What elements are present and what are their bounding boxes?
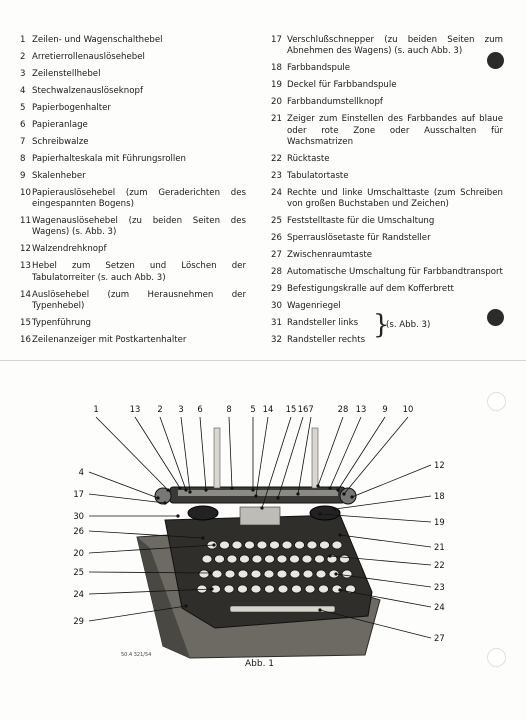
legend-text: Zeilenstellhebel [32,68,101,79]
leader-dot [164,502,166,504]
legend-number: 28 [271,267,282,278]
legend-number: 9 [20,170,26,181]
typewriter-key [257,541,267,549]
legend-text: Feststelltaste für die Umschaltung [287,216,435,227]
legend-number: 4 [20,85,26,96]
typewriter-key [215,555,225,563]
callout-label: 29 [73,616,84,626]
legend-text: Deckel für Farbbandspule [287,80,397,91]
leader-line [89,494,165,503]
legend-text: Farbbandumstellknopf [287,97,383,108]
legend-text: Papieranlage [32,119,88,130]
leader-dot [205,489,207,491]
leader-dot [179,487,181,489]
typewriter-key [277,555,287,563]
legend-text: Typenführung [32,317,91,328]
callout-label: 15 [285,404,297,414]
callout-label: 8 [226,404,232,414]
callout-label: 17 [73,489,84,499]
legend-number: 5 [20,102,26,113]
typewriter-key [224,585,234,593]
callout-label: 13 [129,404,141,414]
legend-number: 10 [20,187,31,198]
legend-text: Papierbogenhalter [32,102,111,113]
brace-note: (s. Abb. 3) [386,320,431,330]
callout-label: 10 [402,404,414,414]
leader-dot [177,515,179,517]
callout-label: 27 [434,633,445,643]
callout-label: 6 [197,404,203,414]
typewriter-key [278,585,288,593]
callout-label: 28 [337,404,349,414]
leader-dot [337,489,339,491]
legend-number: 2 [20,51,26,62]
legend-text: Verschlußschnepper (zu beiden Seiten zum Abnehmen des Wagens) (s. auch Abb. 3) [287,35,503,57]
leader-dot [329,487,331,489]
leader-dot [329,555,331,557]
legend-text: Befestigungskralle auf dem Kofferbrett [287,284,454,294]
legend-number: 16 [20,334,31,345]
legend-number: 24 [271,187,282,198]
typewriter-key [212,570,222,578]
callout-label: 1 [93,404,99,414]
callout-label: 19 [434,517,445,527]
legend-text: Tabulatortaste [287,170,349,181]
legend-number: 6 [20,119,26,130]
leader-dot [319,609,321,611]
typewriter-key [264,570,274,578]
callout-label: 24 [434,602,445,612]
leader-line [89,472,158,498]
legend-number: 19 [271,80,282,91]
leader-line [330,417,361,488]
leader-dot [334,508,336,510]
leader-line [318,417,343,486]
legend-text: Auslösehebel (zum Herausnehmen der Typenhebel) [32,289,246,311]
typewriter-key [199,570,209,578]
legend-number: 23 [271,170,282,181]
leader-dot [335,573,337,575]
leader-dot [185,489,187,491]
leader-line [256,417,268,496]
leader-dot [202,537,204,539]
legend-text: Automatische Umschaltung für Farbbandtransport [287,267,503,278]
leader-dot [319,513,321,515]
figure-caption: Abb. 1 [245,659,275,669]
platen [178,490,338,496]
leader-dot [317,485,319,487]
typewriter-key [303,570,313,578]
brace-symbol: } [373,310,390,340]
typewriter-key [220,541,230,549]
leader-line [200,417,206,490]
legend-text: Randsteller links [287,317,359,328]
leader-dot [252,489,254,491]
legend-text: Zeilen- und Wagenschalthebel [32,35,163,45]
typewriter-key [251,570,261,578]
typewriter-key [290,570,300,578]
leader-line [344,417,408,494]
legend-number: 13 [20,261,31,272]
typewriter-key [316,570,326,578]
leader-dot [343,493,345,495]
callout-label: 2 [157,404,163,414]
legend-number: 20 [271,97,282,108]
typewriter-key [315,555,325,563]
legend-text: Zeiger zum Einstellen des Farbbandes auf blaue oder rote Zone oder Ausschalten für Wachsmatrizen [287,114,503,147]
typewriter-key [277,570,287,578]
typewriter-key [340,555,350,563]
typewriter-key [320,541,330,549]
legend-number: 12 [20,244,31,255]
leader-dot [297,493,299,495]
typewriter-key [290,555,300,563]
typewriter-key [342,570,352,578]
ribbon-spool-left [188,506,218,520]
legend-number: 3 [20,68,26,79]
callout-label: 26 [73,526,84,536]
legend-text: Skalenheber [32,170,86,181]
legend-number: 26 [271,233,282,244]
callout-label: 20 [73,548,84,558]
typewriter-key [202,555,212,563]
leader-dot [157,497,159,499]
leader-dot [211,588,213,590]
paper-support-right [312,428,318,488]
callout-label: 18 [434,491,445,501]
legend-text: Wagenauslösehebel (zu beiden Seiten des Wagens) (s. Abb. 3) [32,216,246,238]
legend-number: 1 [20,35,26,45]
legend-number: 18 [271,63,282,74]
callout-label: 14 [262,404,274,414]
legend-text: Zwischenraumtaste [287,250,373,261]
typewriter-key [265,555,275,563]
legend-number: 27 [271,250,282,261]
callout-label: 7 [308,404,314,414]
typewriter-key [252,555,262,563]
leader-dot [209,572,211,574]
legend-text: Rücktaste [287,153,330,164]
leader-line [298,417,311,494]
typewriter-key [232,541,242,549]
legend-text: Arretierrollenauslösehebel [32,51,145,62]
leader-dot [231,487,233,489]
legend-text: Hebel zum Setzen und Löschen der Tabulatorreiter (s. auch Abb. 3) [32,261,246,283]
legend-text: Papierhalteskala mit Führungsrollen [32,153,186,164]
leader-dot [167,489,169,491]
print-stamp: 50.4 321/54 [121,652,152,658]
legend-text: Farbbandspule [287,63,351,74]
legend-text: Papierauslösehebel (zum Geraderichten des eingespannten Bogens) [32,187,246,210]
legend-text: Stechwalzenauslöseknopf [32,85,143,96]
legend-number: 30 [271,300,282,311]
callout-label: 30 [73,511,84,521]
callout-label: 9 [382,404,388,414]
leader-dot [339,534,341,536]
typewriter-key [225,570,235,578]
legend-number: 7 [20,136,26,147]
legend-number: 14 [20,289,31,300]
leader-dot [185,605,187,607]
leader-dot [189,491,191,493]
leader-dot [255,495,257,497]
callout-label: 3 [178,404,184,414]
leader-line [135,417,180,488]
leader-dot [213,544,215,546]
callout-label: 23 [434,582,445,592]
legend-text: Rechte und linke Umschalttaste (zum Schreiben von großen Buchstaben und Zeichen) [287,187,503,210]
legend-number: 17 [271,35,282,45]
callout-label: 21 [434,542,445,552]
callout-label: 24 [73,589,84,599]
leader-line [340,535,431,547]
typewriter-key [307,541,317,549]
typewriter-key [282,541,292,549]
legend-number: 11 [20,216,31,227]
legend-number: 8 [20,153,26,164]
legend-number: 31 [271,317,282,328]
leader-dot [261,507,263,509]
typewriter-key [265,585,275,593]
typewriter-key [305,585,315,593]
typewriter-key [240,555,250,563]
paper-support-left [214,428,220,488]
typewriter-key [295,541,305,549]
typewriter-key [319,585,329,593]
type-guide [240,507,280,525]
callout-label: 4 [78,467,84,477]
callout-label: 22 [434,560,445,570]
typewriter-key [251,585,261,593]
legend-number: 29 [271,284,282,294]
typewriter-key [227,555,237,563]
legend-text: Wagenriegel [287,300,341,311]
callout-label: 12 [434,460,445,470]
legend-text: Schreibwalze [32,136,89,147]
legend-number: 32 [271,334,282,345]
typewriter-key [302,555,312,563]
legend-text: Zeilenanzeiger mit Postkartenhalter [32,334,187,345]
legend-text: Randsteller rechts [287,334,366,345]
legend-text: Walzendrehknopf [32,244,107,255]
leader-line [229,417,232,488]
callout-label: 16 [297,404,309,414]
leader-dot [277,497,279,499]
typewriter-key [292,585,302,593]
typewriter-key [332,541,342,549]
legend-text: Sperrauslösetaste für Randsteller [287,233,431,244]
typewriter-key [238,585,248,593]
typewriter-key [245,541,255,549]
leader-dot [351,496,353,498]
legend-number: 15 [20,317,31,328]
leader-dot [339,589,341,591]
typewriter-key [238,570,248,578]
typewriter-key [270,541,280,549]
legend-number: 22 [271,153,282,164]
legend-number: 25 [271,216,282,227]
callout-label: 13 [355,404,367,414]
callout-label: 5 [250,404,256,414]
callout-label: 25 [73,567,84,577]
legend-number: 21 [271,114,282,125]
